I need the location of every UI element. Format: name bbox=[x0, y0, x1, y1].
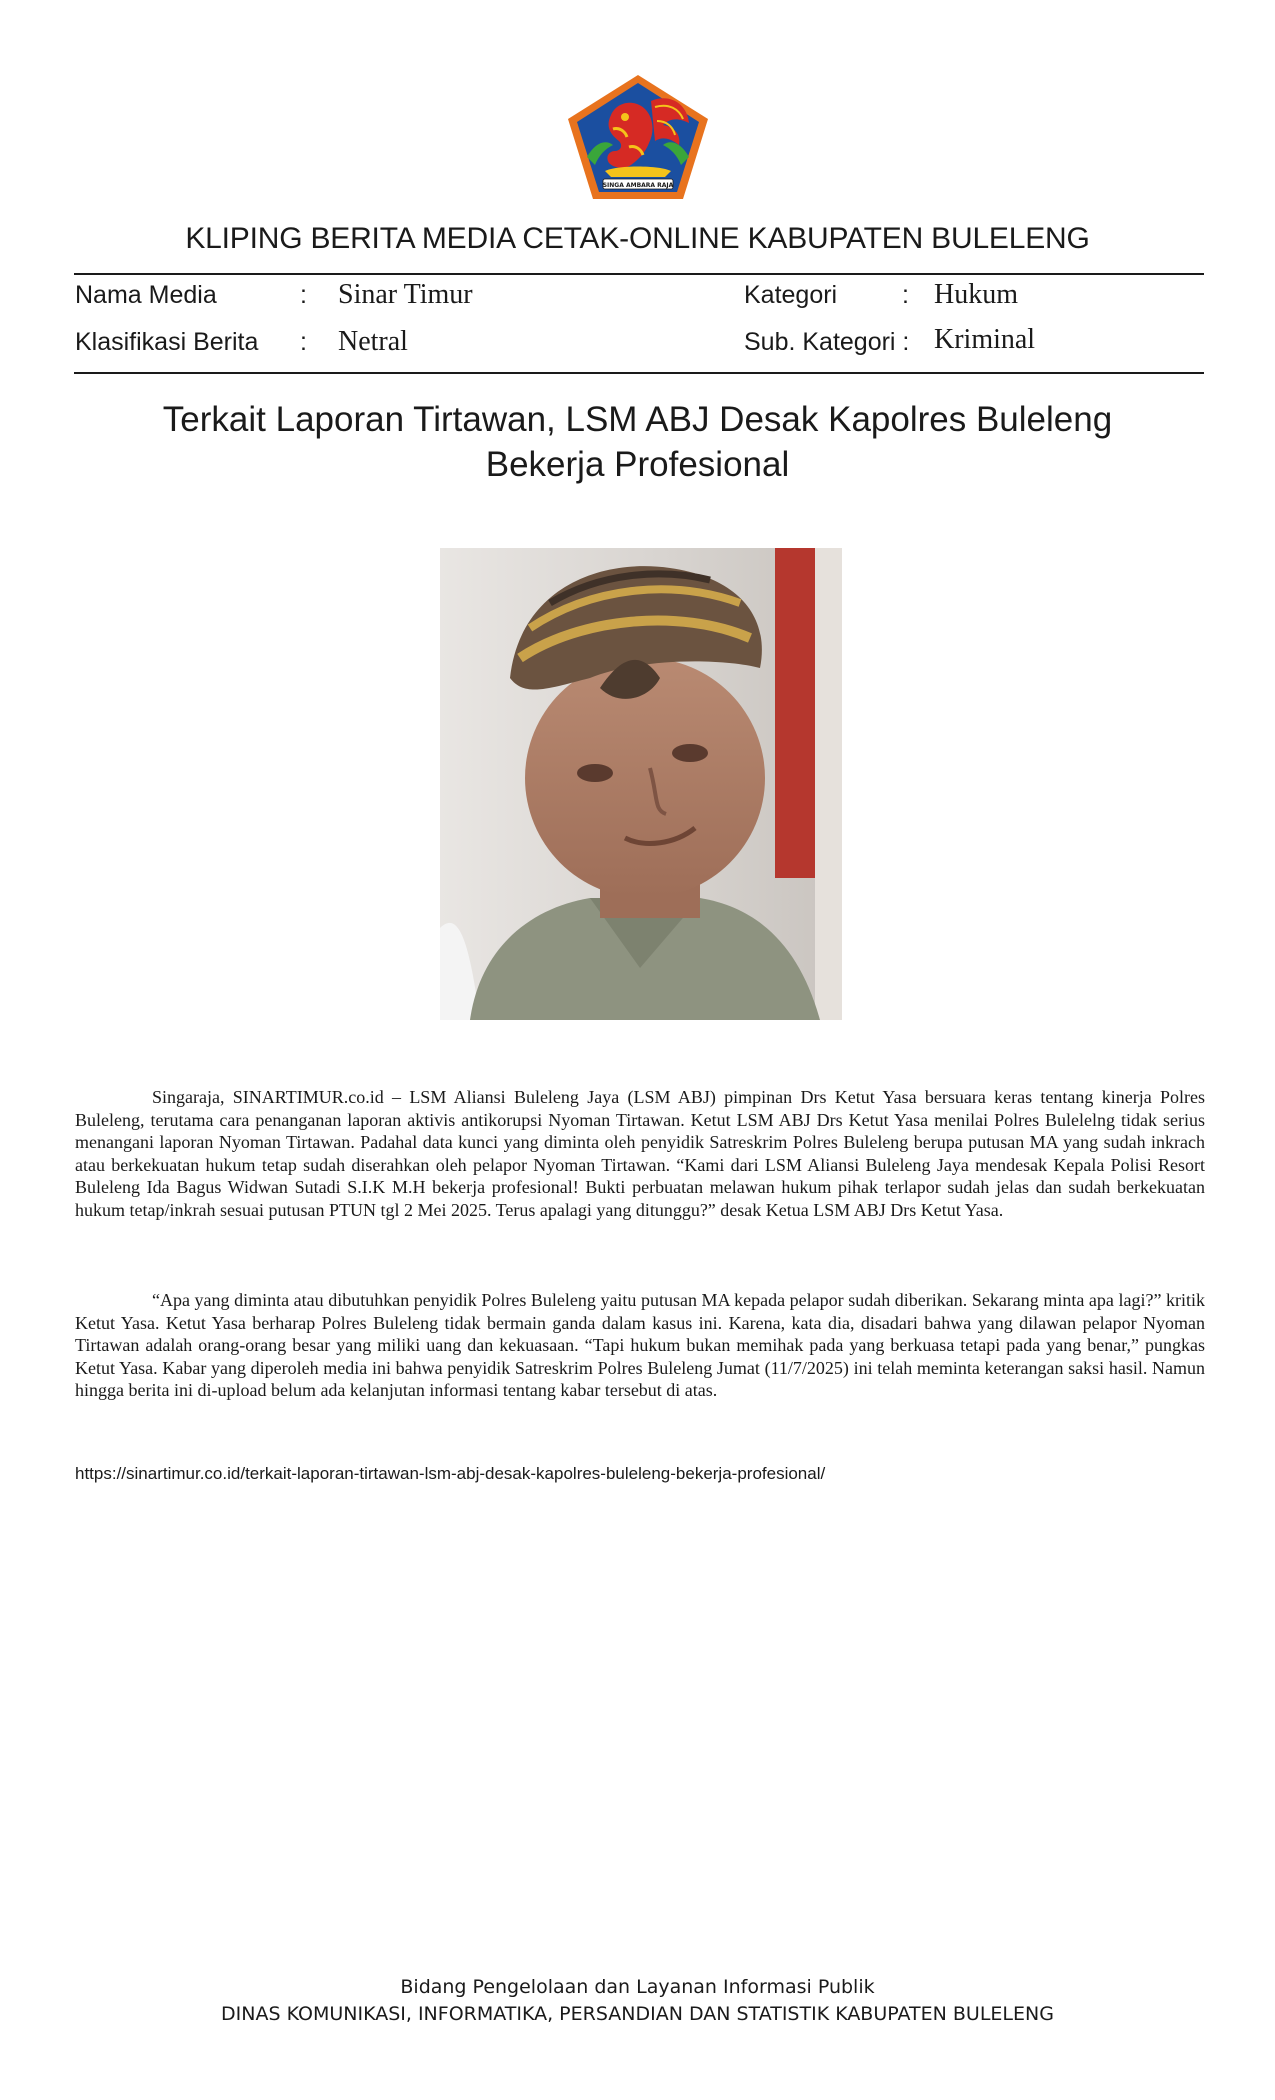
category-colon: : bbox=[902, 281, 909, 309]
singa-ambara-raja-emblem bbox=[565, 73, 711, 203]
news-classification-value: Netral bbox=[338, 326, 408, 357]
article-title bbox=[150, 397, 1125, 487]
svg-text:SINGA AMBARA RAJA: SINGA AMBARA RAJA bbox=[602, 182, 674, 189]
article-title-line-2: Bekerja Profesional bbox=[485, 445, 790, 484]
portrait-photo bbox=[440, 548, 842, 1020]
article-title-line-1: Terkait Laporan Tirtawan, LSM ABJ Desak Kapolres Buleleng bbox=[162, 400, 1113, 439]
sub-category-value: Kriminal bbox=[934, 324, 1036, 355]
media-name-colon: : bbox=[300, 281, 307, 309]
category-label: Kategori bbox=[744, 281, 838, 309]
header-top-rule bbox=[74, 273, 1204, 275]
article-paragraph-2: “Apa yang diminta atau dibutuhkan penyidik Polres Buleleng yaitu putusan MA kepada pelapor sudah diberikan. Sekarang minta apa lagi?” kritik Ketut Yasa. Ketut Yasa berharap Polres Buleleng tidak bermain ganda dalam kasus ini. Karena, kata dia, disadari bahwa yang dilawan pelapor Nyoman Tirtawan adalah orang-orang besar yang miliki uang dan kekuasaan. “Tapi hukum bukan memihak pada yang berkuasa tetapi pada yang benar,” pungkas Ketut Yasa. Kabar yang diperoleh media ini bahwa penyidik Satreskrim Polres Buleleng Jumat (11/7/2025) ini telah meminta keterangan saksi hasil. Namun hingga berita ini di-upload belum ada kelanjutan informasi tentang kabar tersebut di atas. bbox=[75, 1290, 1205, 1400]
media-name-value: Sinar Timur bbox=[338, 279, 473, 310]
source-link[interactable]: https://sinartimur.co.id/terkait-laporan-tirtawan-lsm-abj-desak-kapolres-buleleng-bekerja-profesional/ bbox=[75, 1464, 826, 1483]
header-bottom-rule bbox=[74, 372, 1204, 374]
footer-department: DINAS KOMUNIKASI, INFORMATIKA, PERSANDIAN DAN STATISTIK KABUPATEN BULELENG bbox=[221, 2003, 1054, 2025]
article-photo bbox=[440, 548, 842, 1020]
news-classification-label: Klasifikasi Berita bbox=[75, 328, 259, 356]
sub-category-label: Sub. Kategori : bbox=[744, 328, 910, 356]
media-name-label: Nama Media bbox=[75, 281, 217, 309]
footer-division: Bidang Pengelolaan dan Layanan Informasi Publik bbox=[400, 1976, 875, 1998]
article-paragraph-1: Singaraja, SINARTIMUR.co.id – LSM Aliansi Buleleng Jaya (LSM ABJ) pimpinan Drs Ketut Yasa bersuara keras tentang kinerja Polres Buleleng, terutama cara penanganan laporan aktivis antikorupsi Nyoman Tirtawan. Ketut LSM ABJ Drs Ketut Yasa menilai Polres Bulelelng tidak serius menangani laporan Nyoman Tirtawan. Padahal data kunci yang diminta oleh penyidik Satreskrim Polres Buleleng berupa putusan MA yang sudah inkrach atau berkekuatan hukum tetap sudah diserahkan oleh pelapor Nyoman Tirtawan. “Kami dari LSM Aliansi Buleleng Jaya mendesak Kepala Polisi Resort Buleleng Ida Bagus Widwan Sutadi S.I.K M.H bekerja profesional! Bukti perbuatan melawan hukum pihak terlapor sudah jelas dan sudah berkekuatan hukum tetap/inkrah sesuai putusan PTUN tgl 2 Mei 2025. Terus apalagi yang ditunggu?” desak Ketua LSM ABJ Drs Ketut Yasa. bbox=[75, 1087, 1205, 1220]
regency-logo bbox=[565, 73, 711, 203]
news-classification-colon: : bbox=[300, 328, 307, 356]
category-value: Hukum bbox=[934, 279, 1018, 310]
clipping-header-title: KLIPING BERITA MEDIA CETAK-ONLINE KABUPATEN BULELENG bbox=[185, 222, 1090, 255]
